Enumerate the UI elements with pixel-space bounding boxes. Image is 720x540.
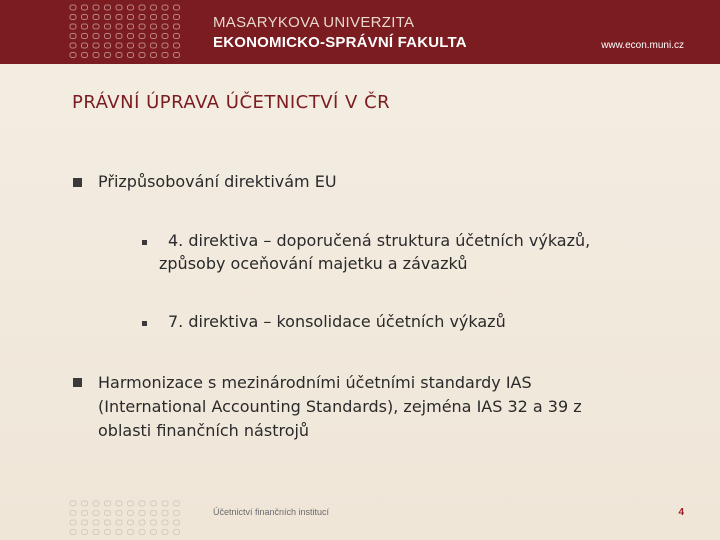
university-name: MASARYKOVA UNIVERZITA — [213, 14, 415, 31]
bullet-marker — [73, 378, 82, 387]
bullet-marker — [73, 178, 82, 187]
faculty-name: EKONOMICKO-SPRÁVNÍ FAKULTA — [213, 34, 467, 51]
university-logo-pattern — [68, 2, 188, 62]
bullet-2-line-2: (International Accounting Standards), zejména IAS 32 a 39 z — [98, 397, 582, 416]
slide-title: PRÁVNÍ ÚPRAVA ÚČETNICTVÍ V ČR — [72, 92, 391, 113]
bullet-1-text: Přizpůsobování direktivám EU — [98, 172, 337, 191]
bullet-2-line-3: oblasti finančních nástrojů — [98, 421, 310, 440]
page-number: 4 — [678, 507, 684, 518]
footer-course-name: Účetnictví finančních institucí — [213, 507, 330, 517]
footer-decorative-pattern — [68, 498, 188, 538]
sub-bullet-1-line-1: 4. direktiva – doporučená struktura účetních výkazů, — [168, 231, 591, 250]
sub-bullet-marker — [142, 240, 147, 245]
sub-bullet-marker — [142, 321, 147, 326]
website-url: www.econ.muni.cz — [601, 40, 684, 51]
header-bar — [0, 0, 720, 64]
sub-bullet-1-line-2: způsoby oceňování majetku a závazků — [159, 254, 468, 273]
bullet-2-line-1: Harmonizace s mezinárodními účetními standardy IAS — [98, 373, 532, 392]
sub-bullet-2-line-1: 7. direktiva – konsolidace účetních výkazů — [168, 312, 506, 331]
